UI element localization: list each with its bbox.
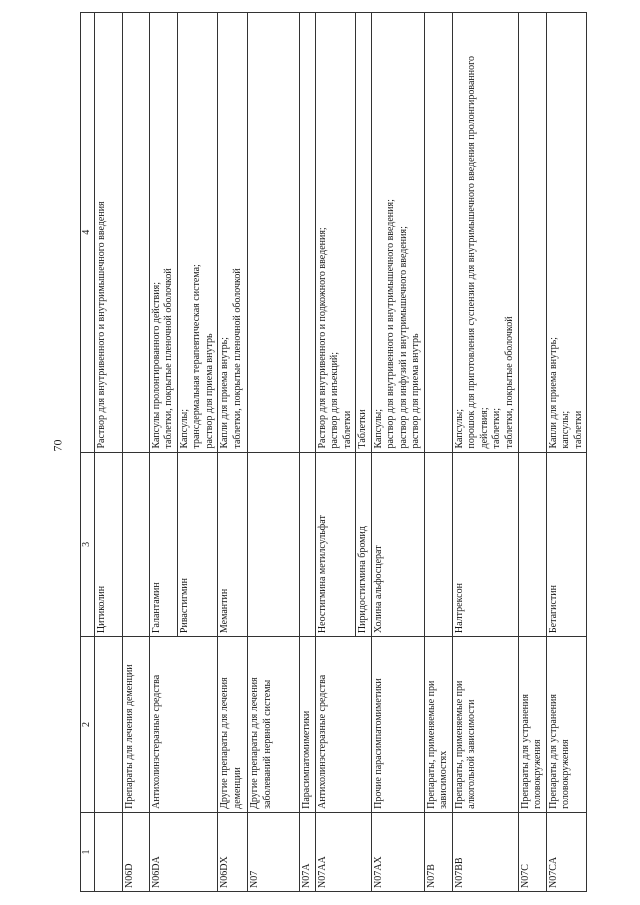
form-cell [424, 13, 452, 453]
drug-cell [518, 452, 546, 637]
code-cell: N07AA [315, 812, 371, 891]
drug-cell: Пиридостигмина бромид [356, 452, 372, 637]
code-cell: N07 [248, 812, 300, 891]
table-row [546, 13, 587, 892]
form-cell: Капли для приема внутрь; капсулы; таблетки [546, 13, 587, 453]
header-col-4: 4 [81, 13, 95, 453]
drug-table [80, 12, 587, 892]
group-cell: Препараты, применяемые при зависимостях [424, 637, 452, 813]
group-cell: Другие препараты для лечения заболеваний нервной системы [248, 637, 300, 813]
form-cell: Капли для приема внутрь; таблетки, покрытые пленочной оболочкой [218, 13, 248, 453]
drug-cell: Неостигмина метилсульфат [315, 452, 356, 637]
header-col-1: 1 [81, 812, 95, 891]
table-row [122, 13, 149, 892]
code-cell [94, 812, 122, 891]
drug-cell [248, 452, 300, 637]
form-cell [122, 13, 149, 453]
form-cell: Капсулы пролонгированного действия; таблетки, покрытые пленочной оболочкой [149, 13, 177, 453]
code-cell: N06DA [149, 812, 218, 891]
group-cell: Препараты, применяемые при алкогольной зависимости [452, 637, 518, 813]
form-cell: Капсулы; трансдермальная терапевтическая система; раствор для приема внутрь [177, 13, 218, 453]
form-cell [518, 13, 546, 453]
form-cell: Капсулы; раствор для внутривенного и внутримышечного введения; раствор для инфузий и внутримышечного введения; раствор для приема внутрь [371, 13, 424, 453]
form-cell [300, 13, 316, 453]
table-row [424, 13, 452, 892]
table-row [248, 13, 300, 892]
group-cell: Препараты для устранения головокружения [546, 637, 587, 813]
form-cell: Таблетки [356, 13, 372, 453]
drug-cell: Ривастигмин [177, 452, 218, 637]
table-row [371, 13, 424, 892]
group-cell: Антихолинэстеразные средства [149, 637, 218, 813]
code-cell: N07A [300, 812, 316, 891]
drug-cell [300, 452, 316, 637]
group-cell: Другие препараты для лечения деменции [218, 637, 248, 813]
table-row [218, 13, 248, 892]
header-col-2: 2 [81, 637, 95, 813]
group-cell [94, 637, 122, 813]
group-cell: Препараты для устранения головокружения [518, 637, 546, 813]
drug-cell: Цитиколин [94, 452, 122, 637]
form-cell [248, 13, 300, 453]
code-cell: N06D [122, 812, 149, 891]
header-col-3: 3 [81, 452, 95, 637]
drug-cell: Бетагистин [546, 452, 587, 637]
drug-cell [424, 452, 452, 637]
drug-cell: Галантамин [149, 452, 177, 637]
form-cell: Раствор для внутривенного и подкожного введения; раствор для инъекций; таблетки [315, 13, 356, 453]
drug-cell: Холина альфосцерат [371, 452, 424, 637]
table-row [518, 13, 546, 892]
group-cell: Препараты для лечения деменции [122, 637, 149, 813]
code-cell: N06DX [218, 812, 248, 891]
table-row [315, 13, 356, 892]
code-cell: N07CA [546, 812, 587, 891]
form-cell: Капсулы; порошок для приготовления суспензии для внутримышечного введения пролонгированного действия; таблетки; таблетки, покрытые оболочкой [452, 13, 518, 453]
drug-cell: Налтрексон [452, 452, 518, 637]
rotated-table-container [80, 12, 625, 892]
code-cell: N07BB [452, 812, 518, 891]
header-row [81, 13, 95, 892]
table-row [452, 13, 518, 892]
drug-cell: Мемантин [218, 452, 248, 637]
page-number: 70 [50, 439, 65, 452]
drug-cell [122, 452, 149, 637]
table-row [94, 13, 122, 892]
code-cell: N07C [518, 812, 546, 891]
table-row [300, 13, 316, 892]
form-cell: Раствор для внутривенного и внутримышечного введения [94, 13, 122, 453]
code-cell: N07B [424, 812, 452, 891]
group-cell: Парасимпатомиметики [300, 637, 316, 813]
code-cell: N07AX [371, 812, 424, 891]
table-row [149, 13, 177, 892]
group-cell: Антихолинэстеразные средства [315, 637, 371, 813]
group-cell: Прочие парасимпатомиметики [371, 637, 424, 813]
